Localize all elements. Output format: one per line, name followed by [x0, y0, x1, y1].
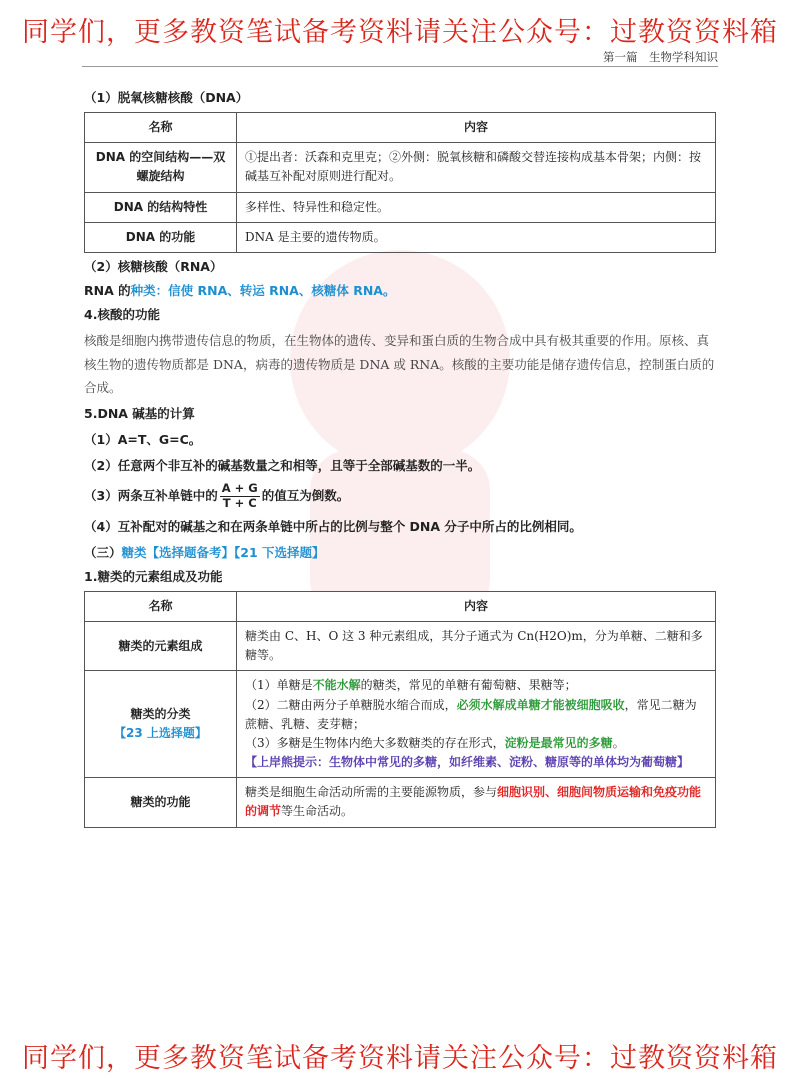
sugar-row2-line3 [245, 734, 707, 753]
sugar-row2-line2 [245, 696, 707, 734]
dna-col-name: 名称 [85, 113, 237, 143]
page-content [84, 84, 716, 832]
function-text: 核酸是细胞内携带遗传信息的物质，在生物体的遗传、变异和蛋白质的生物合成中具有极其重要的作用。原核、真核生物的遗传物质都是 DNA，病毒的遗传物质是 DNA 或 RNA。核酸的主要功能是储存遗传信息，控制蛋白质的合成。 [84, 332, 715, 396]
sugar-section-title: 糖类【选择题备考】【21 下选择题】 [121, 544, 325, 560]
sugar-row2-line1 [245, 676, 707, 695]
sugar-row1-content: 糖类由 C、H、O 这 3 种元素组成，其分子通式为 Cn(H2O)m，分为单糖、二糖和多糖等。 [237, 621, 716, 670]
table-row [85, 192, 716, 222]
sugar-row3-name: 糖类的功能 [85, 778, 237, 827]
sugar-section-prefix: （三） [84, 544, 122, 560]
sugar-row2-tag: 【23 上选择题】 [114, 726, 207, 741]
text: （1）单糖是 [245, 678, 313, 693]
rna-types [84, 281, 716, 301]
dna-heading: （1）脱氧核糖核酸（DNA） [84, 90, 249, 105]
highlight: 细胞识别、细胞间物质运输和免疫功能的调节 [245, 785, 702, 819]
calc-item-4: （4）互补配对的碱基之和在两条单链中所占的比例与整个 DNA 分子中所占的比例相同。 [84, 518, 582, 534]
text: 的糖类，常见的单糖有葡萄糖、果糖等； [360, 678, 577, 693]
sugar-row2-name: 糖类的分类 [130, 707, 191, 722]
rna-prefix: RNA 的 [84, 282, 131, 298]
sugar-row2-content [237, 671, 716, 778]
dna-col-content: 内容 [237, 113, 716, 143]
sugar-col-name: 名称 [85, 591, 237, 621]
rna-heading: （2）核糖核酸（RNA） [84, 258, 223, 274]
sugar-col-content: 内容 [237, 591, 716, 621]
function-heading: 4.核酸的功能 [84, 306, 160, 322]
highlight: 淀粉是最常见的多糖 [504, 735, 613, 750]
sugar-table [84, 591, 716, 828]
dna-row-content: 多样性、特异性和稳定性。 [237, 192, 716, 222]
header-divider [82, 66, 718, 67]
table-row [85, 222, 716, 252]
calc-heading: 5.DNA 碱基的计算 [84, 406, 195, 422]
dna-row-name: DNA 的功能 [85, 222, 237, 252]
text: 糖类是细胞生命活动所需的主要能源物质，参与 [245, 785, 498, 800]
table-row [85, 143, 716, 192]
rna-types-text: 种类：信使 RNA、转运 RNA、核糖体 RNA。 [130, 282, 396, 298]
dna-row-name: DNA 的结构特性 [85, 192, 237, 222]
table-row [85, 778, 716, 827]
promo-banner-bottom: 同学们，更多教资笔试备考资料请关注公众号：过教资资料箱 [22, 1043, 778, 1074]
sugar-row2-name-cell [85, 671, 237, 778]
highlight: 必须水解成单糖才能被细胞吸收 [456, 697, 625, 712]
dna-row-content: DNA 是主要的遗传物质。 [237, 222, 716, 252]
sugar-section [84, 543, 716, 563]
ratio-formula [220, 482, 260, 511]
calc-item-3-pre: （3）两条互补单链中的 [84, 487, 218, 503]
sugar-row2-tip: 【上岸熊提示：生物体中常见的多糖，如纤维素、淀粉、糖原等的单体均为葡萄糖】 [245, 755, 690, 770]
text: 等生命活动。 [281, 804, 354, 819]
text: 。 [612, 735, 625, 750]
calc-item-3-post: 的值互为倒数。 [261, 487, 350, 503]
table-row [85, 671, 716, 778]
formula-denominator: T + C [222, 495, 257, 510]
promo-banner-top: 同学们，更多教资笔试备考资料请关注公众号：过教资资料箱 [22, 17, 778, 48]
dna-row-name: DNA 的空间结构——双螺旋结构 [85, 143, 237, 192]
calc-item-2: （2）任意两个非互补的碱基数量之和相等，且等于全部碱基数的一半。 [84, 458, 481, 474]
highlight: 不能水解 [312, 678, 361, 693]
calc-item-1: （1）A=T、G=C。 [84, 432, 202, 448]
dna-row-content: ①提出者：沃森和克里克；②外侧：脱氧核糖和磷酸交替连接构成基本骨架；内侧：按碱基互补配对原则进行配对。 [237, 143, 716, 192]
formula-numerator: A + G [221, 481, 258, 496]
table-row [85, 621, 716, 670]
sugar-heading: 1.糖类的元素组成及功能 [84, 568, 223, 584]
dna-table [84, 112, 716, 253]
text: ，常见二糖为蔗糖、乳糖、麦芽糖； [245, 697, 697, 731]
sugar-row3-content [237, 778, 716, 827]
calc-item-3 [84, 482, 716, 511]
sugar-row1-name: 糖类的元素组成 [85, 621, 237, 670]
chapter-header: 第一篇 生物学科知识 [603, 50, 718, 64]
text: （2）二糖由两分子单糖脱水缩合而成， [245, 697, 457, 712]
text: （3）多糖是生物体内绝大多数糖类的存在形式， [245, 735, 505, 750]
